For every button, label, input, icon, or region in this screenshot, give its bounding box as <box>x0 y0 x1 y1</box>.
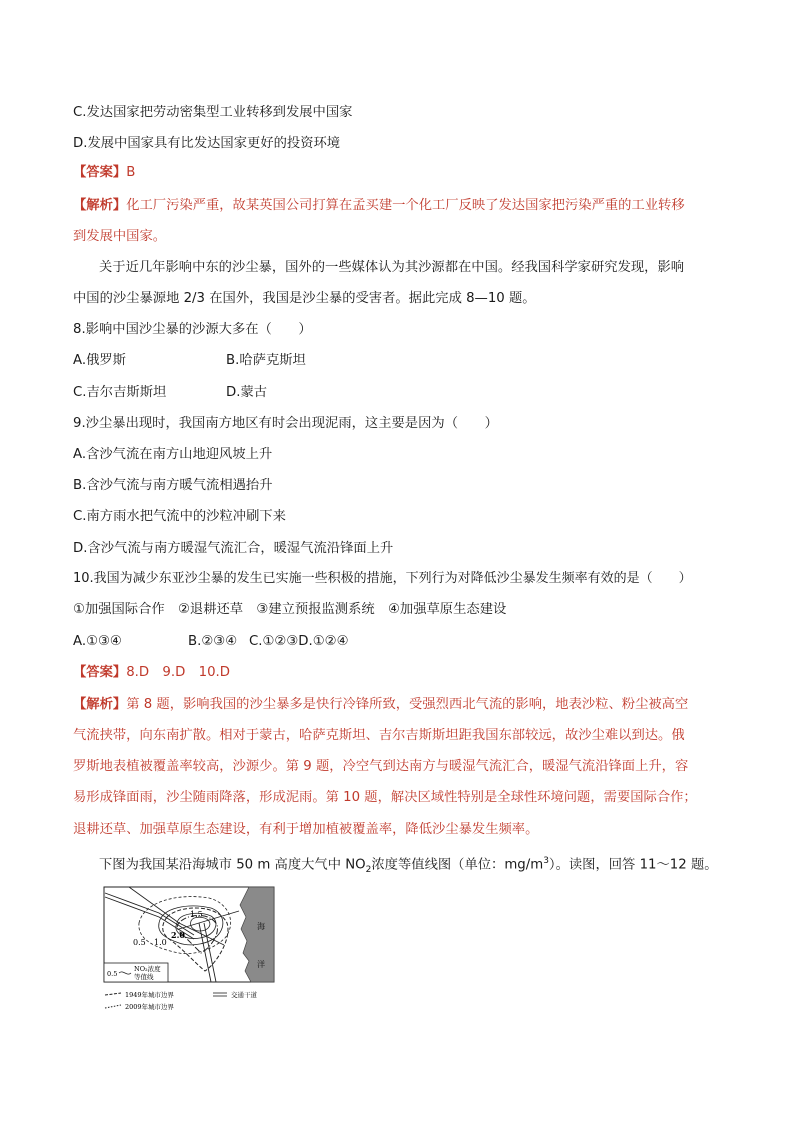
q9-option-c: C.南方雨水把气流中的沙粒冲刷下来 <box>73 509 286 524</box>
legend-isoline-value: 0.5 <box>107 970 118 978</box>
q10-option-a: A.①③④ <box>73 634 122 649</box>
isoline-label-1-0: 1.0 <box>154 938 167 947</box>
q8-stem: 8.影响中国沙尘暴的沙源大多在（ ） <box>73 322 312 337</box>
isolines <box>139 897 231 954</box>
q9-option-d: D.含沙气流与南方暖湿气流汇合，暖湿气流沿锋面上升 <box>73 541 394 556</box>
analysis-text: 第 8 题，影响我国的沙尘暴多是快行冷锋所致，受强烈西北气流的影响，地表沙粒、粉尘被高空 <box>126 697 689 712</box>
q9-stem: 9.沙尘暴出现时，我国南方地区有时会出现泥雨，这主要是因为（ ） <box>73 416 498 431</box>
q7-option-d: D.发展中国家具有比发达国家更好的投资环境 <box>73 136 341 151</box>
analysis-tag: 【解析】 <box>73 198 127 213</box>
answer-value: B <box>126 165 136 180</box>
analysis-8-10-line-1 <box>73 696 688 714</box>
analysis-text: 化工厂污染严重，故某英国公司打算在孟买建一个化工厂反映了发达国家把污染严重的工业转移 <box>126 198 685 213</box>
q7-analysis-line-2: 到发展中国家。 <box>73 229 167 244</box>
q10-stem: 10.我国为减少东亚沙尘暴的发生已实施一些积极的措施，下列行为对降低沙尘暴发生频率有效的是（ ） <box>73 571 692 586</box>
intro-line-2: 中国的沙尘暴源地 2/3 在国外，我国是沙尘暴的受害者。据此完成 8—10 题。 <box>73 291 536 306</box>
figure-intro: 下图为我国某沿海城市 50 m 高度大气中 $NO_2$浓度等值线图（单位：$mg/m^3$）。读图，回答 11～12 题。 <box>99 856 718 876</box>
answer-value: 8.D 9.D 10.D <box>126 665 231 680</box>
q10-option-cd: C.①②③D.①②④ <box>249 634 349 649</box>
legend-no2-label-2: 等值线 <box>134 973 154 981</box>
q8-option-a: A.俄罗斯 <box>73 353 126 368</box>
isoline-label-0-5: 0.5 <box>133 938 146 947</box>
q7-option-c: C.发达国家把劳动密集型工业转移到发展中国家 <box>73 105 353 120</box>
q9-option-a: A.含沙气流在南方山地迎风坡上升 <box>73 447 273 462</box>
answer-tag: 【答案】 <box>73 665 127 680</box>
analysis-8-10-line-4: 易形成锋面雨，沙尘随雨降落，形成泥雨。第 10 题，解决区域性特别是全球性环境问题，需要国际合作； <box>73 790 697 805</box>
q7-analysis-line-1 <box>73 197 685 215</box>
legend-2009-symbol <box>105 1005 121 1008</box>
q8-option-b: B.哈萨克斯坦 <box>226 353 306 368</box>
legend-no2-label-1: NO₂浓度 <box>134 965 161 973</box>
analysis-tag: 【解析】 <box>73 697 127 712</box>
analysis-8-10-line-2: 气流挟带，向东南扩散。相对于蒙古，哈萨克斯坦、吉尔吉斯斯坦距我国东部较远，故沙尘难以到达。俄 <box>73 728 685 743</box>
q10-options <box>73 633 349 651</box>
sea-label-1: 海 <box>257 922 265 931</box>
legend-road-label: 交通干道 <box>231 991 257 999</box>
q8-options-row-1 <box>73 352 306 370</box>
legend-2009-label: 2009年城市边界 <box>125 1003 175 1011</box>
isoline-label-2-0: 2.0 <box>171 930 185 940</box>
legend-1949-label: 1949年城市边界 <box>125 991 175 999</box>
intro-line-1: 关于近几年影响中东的沙尘暴，国外的一些媒体认为其沙源都在中国。经我国科学家研究发现，影响 <box>99 260 685 275</box>
q10-option-b: B.②③④ <box>188 634 238 649</box>
no2-isoline-map <box>99 883 279 1018</box>
analysis-8-10-line-3: 罗斯地表植被覆盖率较高，沙源少。第 9 题，冷空气到达南方与暖湿气流汇合，暖湿气流沿锋面上升，容 <box>73 759 689 774</box>
q10-measures: ①加强国际合作 ②退耕还草 ③建立预报监测系统 ④加强草原生态建设 <box>73 602 507 617</box>
q9-option-b: B.含沙气流与南方暖气流相遇抬升 <box>73 478 273 493</box>
isoline-label-1-5: 1.5 <box>190 910 203 919</box>
sea-label-2: 洋 <box>257 960 265 969</box>
q8-options-row-2 <box>73 384 267 402</box>
q8-option-d: D.蒙古 <box>226 385 268 400</box>
q8-option-c: C.吉尔吉斯斯坦 <box>73 385 167 400</box>
answers-8-10 <box>73 664 230 682</box>
q7-answer <box>73 164 135 182</box>
answer-tag: 【答案】 <box>73 165 127 180</box>
legend-1949-symbol <box>105 993 121 995</box>
analysis-8-10-line-5: 退耕还草、加强草原生态建设，有利于增加植被覆盖率，降低沙尘暴发生频率。 <box>73 822 539 837</box>
